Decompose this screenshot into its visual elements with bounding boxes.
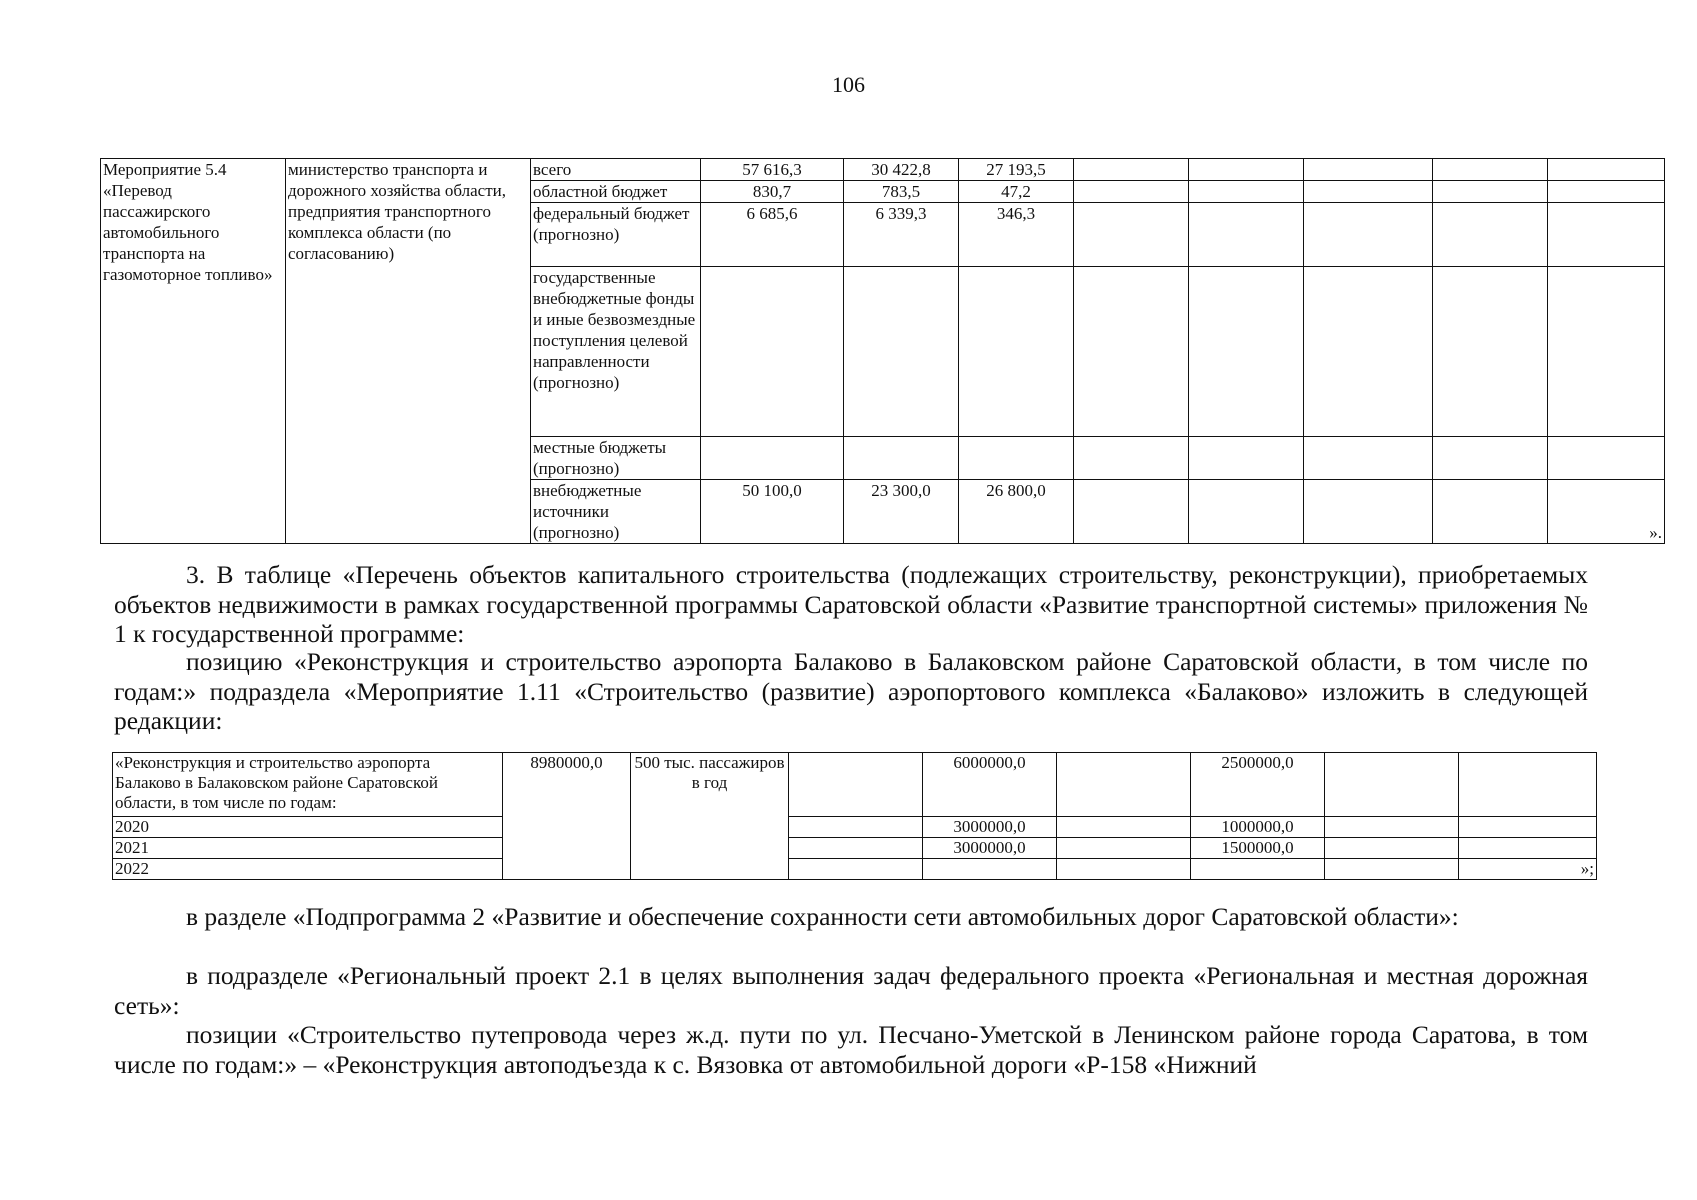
empty-cell <box>1304 159 1433 181</box>
year2-cell: 27 193,5 <box>959 159 1074 181</box>
empty-cell <box>1304 480 1433 544</box>
empty-cell <box>1433 203 1548 267</box>
paragraph-positions: позиции «Строительство путепровода через ж.д. пути по ул. Песчано-Уметской в Ленинском районе города Саратова, в том числе по годам:» – «Реконструкция автоподъезда к с. Вязовка от автомобильной дороги «Р-158 «Нижний <box>114 1020 1588 1079</box>
total-cell: 6 685,6 <box>701 203 844 267</box>
empty-cell <box>1074 480 1189 544</box>
source-cell: всего <box>531 159 701 181</box>
empty-cell <box>1074 267 1189 437</box>
empty-cell <box>1548 437 1665 480</box>
year-cell: 2022 <box>113 859 503 880</box>
source-cell: местные бюджеты (прогнозно) <box>531 437 701 480</box>
object-name-cell: «Реконструкция и строительство аэропорта Балаково в Балаковском районе Саратовской области, в том числе по годам: <box>113 753 503 817</box>
paragraph-position: позицию «Реконструкция и строительство аэропорта Балаково в Балаковском районе Саратовской области, в том числе по годам:» подраздела «Мероприятие 1.11 «Строительство (развитие) аэропортового комплекса «Балаково» изложить в следующей редакции: <box>114 647 1588 735</box>
empty-cell <box>1548 159 1665 181</box>
estimated-cost-cell: 8980000,0 <box>503 753 631 880</box>
total-cell: 830,7 <box>701 181 844 203</box>
empty-cell <box>789 859 923 880</box>
year2-cell <box>959 437 1074 480</box>
empty-cell <box>1074 181 1189 203</box>
empty-cell <box>1074 437 1189 480</box>
year2-cell <box>959 267 1074 437</box>
year1-cell: 6 339,3 <box>844 203 959 267</box>
empty-cell <box>789 838 923 859</box>
year-cell: 2020 <box>113 817 503 838</box>
year1-cell <box>844 437 959 480</box>
empty-cell <box>1433 480 1548 544</box>
year1-cell: 23 300,0 <box>844 480 959 544</box>
empty-cell <box>1433 181 1548 203</box>
empty-cell <box>1304 203 1433 267</box>
value-cell: 6000000,0 <box>923 753 1057 817</box>
paragraph-subsection: в подразделе «Региональный проект 2.1 в целях выполнения задач федерального проекта «Региональная и местная дорожная сеть»: <box>114 961 1588 1020</box>
empty-cell <box>1325 753 1459 817</box>
value-cell: 1000000,0 <box>1191 817 1325 838</box>
empty-cell <box>1057 817 1191 838</box>
empty-cell <box>1459 817 1597 838</box>
paragraph-section: в разделе «Подпрограмма 2 «Развитие и обеспечение сохранности сети автомобильных дорог Саратовской области»: <box>186 902 1459 931</box>
year1-cell: 30 422,8 <box>844 159 959 181</box>
empty-cell <box>789 817 923 838</box>
year2-cell: 26 800,0 <box>959 480 1074 544</box>
empty-cell <box>1189 181 1304 203</box>
empty-cell <box>1189 159 1304 181</box>
empty-cell <box>1057 838 1191 859</box>
source-cell: федеральный бюджет (прогнозно) <box>531 203 701 267</box>
empty-cell <box>1548 181 1665 203</box>
empty-cell <box>1304 437 1433 480</box>
empty-cell <box>1325 859 1459 880</box>
empty-cell <box>1189 203 1304 267</box>
empty-cell <box>1189 480 1304 544</box>
total-cell <box>701 267 844 437</box>
empty-cell <box>1548 203 1665 267</box>
source-cell: областной бюджет <box>531 181 701 203</box>
year1-cell <box>844 267 959 437</box>
value-cell <box>923 859 1057 880</box>
value-cell: 3000000,0 <box>923 817 1057 838</box>
total-cell: 57 616,3 <box>701 159 844 181</box>
construction-objects-table <box>112 752 1597 880</box>
total-cell: 50 100,0 <box>701 480 844 544</box>
capacity-cell: 500 тыс. пассажиров в год <box>631 753 789 880</box>
year2-cell: 47,2 <box>959 181 1074 203</box>
empty-cell <box>1189 267 1304 437</box>
paragraph-item-3: 3. В таблице «Перечень объектов капитального строительства (подлежащих строительству, реконструкции), приобретаемых объектов недвижимости в рамках государственной программы Саратовской области «Развитие транспортной системы» приложения № 1 к государственной программе: <box>114 560 1588 648</box>
empty-cell <box>1057 753 1191 817</box>
value-cell: 3000000,0 <box>923 838 1057 859</box>
empty-cell <box>1433 437 1548 480</box>
value-cell: 2500000,0 <box>1191 753 1325 817</box>
total-cell <box>701 437 844 480</box>
source-cell: государственные внебюджетные фонды и иные безвозмездные поступления целевой направленности (прогнозно) <box>531 267 701 437</box>
empty-cell <box>1304 181 1433 203</box>
source-cell: внебюджетные источники (прогнозно) <box>531 480 701 544</box>
empty-cell <box>1189 437 1304 480</box>
empty-cell <box>1074 159 1189 181</box>
page-number: 106 <box>832 72 865 97</box>
empty-cell <box>1433 267 1548 437</box>
empty-cell <box>1325 838 1459 859</box>
empty-cell <box>1459 838 1597 859</box>
empty-cell <box>1433 159 1548 181</box>
executor-cell: министерство транспорта и дорожного хозяйства области, предприятия транспортного комплекса области (по согласованию) <box>286 159 531 544</box>
measure-cell: Мероприятие 5.4 «Перевод пассажирского автомобильного транспорта на газомоторное топливо» <box>101 159 286 544</box>
empty-cell <box>1459 753 1597 817</box>
financing-table <box>100 158 1665 544</box>
empty-cell <box>1325 817 1459 838</box>
year2-cell: 346,3 <box>959 203 1074 267</box>
empty-cell <box>1548 267 1665 437</box>
closing-mark: ». <box>1548 480 1665 544</box>
empty-cell <box>1074 203 1189 267</box>
empty-cell <box>1057 859 1191 880</box>
value-cell <box>1191 859 1325 880</box>
year-cell: 2021 <box>113 838 503 859</box>
empty-cell <box>789 753 923 817</box>
year1-cell: 783,5 <box>844 181 959 203</box>
closing-mark: »; <box>1459 859 1597 880</box>
value-cell: 1500000,0 <box>1191 838 1325 859</box>
empty-cell <box>1304 267 1433 437</box>
